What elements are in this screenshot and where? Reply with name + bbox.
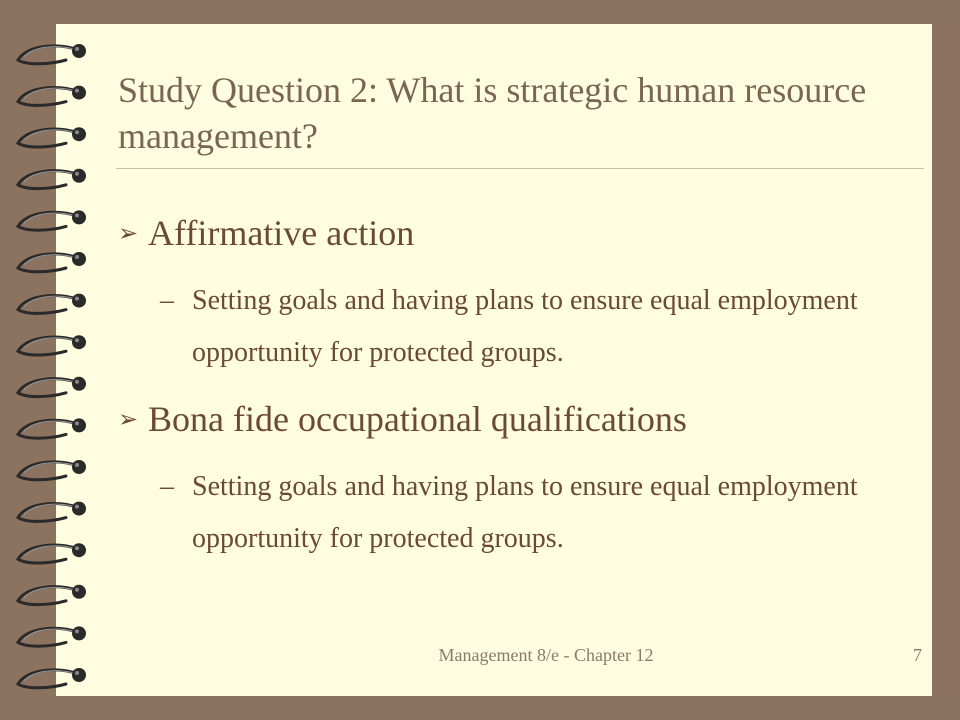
spiral-ring-icon [18, 294, 86, 314]
spiral-ring-icon [18, 460, 86, 480]
spiral-ring-icon [18, 418, 86, 438]
bullet-bona-fide [118, 397, 687, 442]
slide-title: Study Question 2: What is strategic human resource management? [118, 70, 867, 156]
spiral-ring-icon [18, 585, 86, 605]
spiral-ring-icon [18, 44, 86, 64]
spiral-ring-icon [18, 252, 86, 272]
spiral-binding [0, 0, 120, 720]
spiral-ring-icon [18, 169, 86, 189]
bullet-affirmative-action [118, 211, 414, 256]
spiral-ring-icon [18, 377, 86, 397]
bullet-text: Bona fide occupational qualifications [148, 399, 687, 439]
sub-bullet [160, 461, 900, 565]
page-number: 7 [913, 645, 922, 665]
slide-page [56, 24, 932, 696]
slide-footer: Management 8/e - Chapter 12 [438, 645, 654, 665]
spiral-ring-icon [18, 86, 86, 106]
sub-bullet-text: Setting goals and having plans to ensure equal employment opportunity for protected groups. [192, 285, 858, 368]
sub-bullet [160, 275, 900, 379]
spiral-ring-icon [18, 668, 86, 688]
spiral-ring-icon [18, 335, 86, 355]
spiral-ring-icon [18, 626, 86, 646]
spiral-ring-icon [18, 127, 86, 147]
dash-marker: – [160, 471, 174, 502]
bullet-text: Affirmative action [148, 213, 415, 253]
spiral-ring-icon [18, 543, 86, 563]
title-divider [116, 168, 924, 169]
dash-marker: – [160, 285, 174, 316]
spiral-ring-icon [18, 502, 86, 522]
arrow-bullet-icon: ➢ [118, 221, 139, 247]
spiral-ring-icon [18, 210, 86, 230]
arrow-bullet-icon: ➢ [118, 407, 139, 433]
sub-bullet-text: Setting goals and having plans to ensure equal employment opportunity for protected groups. [192, 471, 858, 554]
